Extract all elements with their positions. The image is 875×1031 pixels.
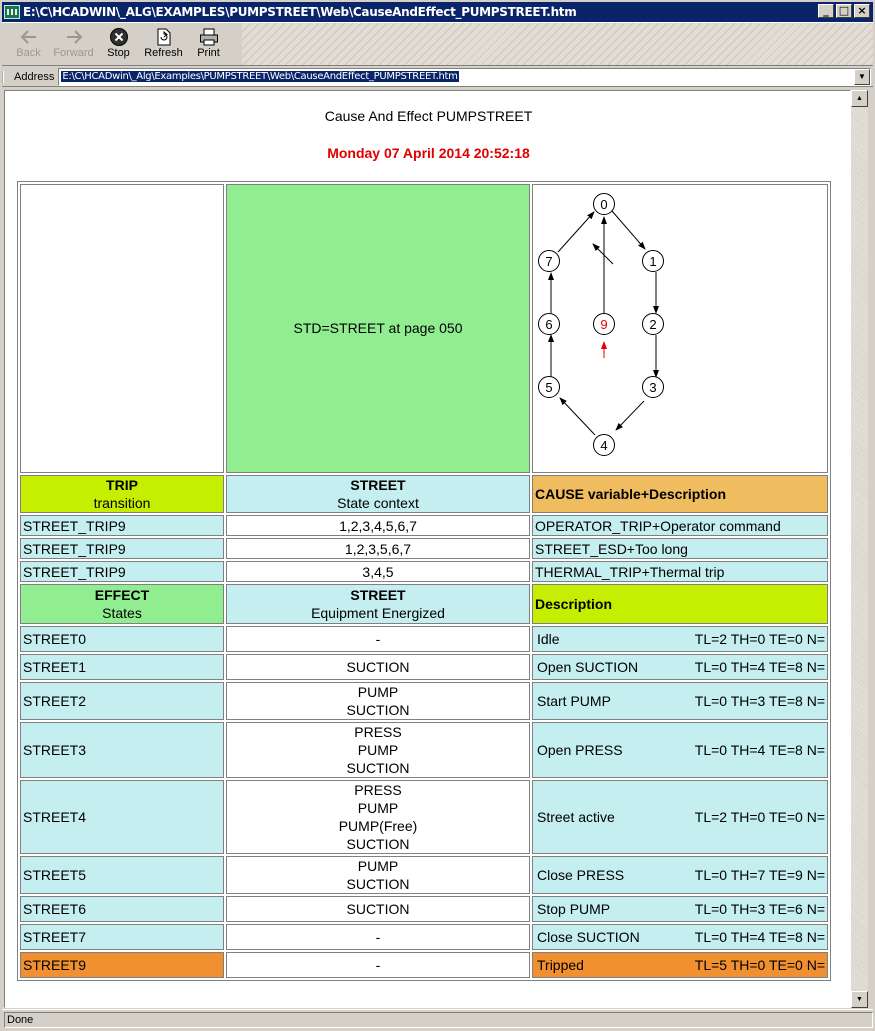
address-bar: [2, 67, 873, 87]
equipment-item: PRESS: [354, 724, 402, 740]
back-label: Back: [16, 47, 41, 59]
state-description: Open PRESS: [537, 742, 623, 758]
state-description-cell: [532, 780, 828, 854]
equipment-item: SUCTION: [346, 702, 410, 718]
state-timers: TL=0 TH=3 TE=6 N=: [694, 901, 825, 917]
node-7: [539, 251, 560, 272]
state-equipment: [226, 896, 530, 922]
edge-0-1: [612, 211, 645, 249]
trip-cause: THERMAL_TRIP+Thermal trip: [532, 561, 828, 582]
state-row: [20, 722, 828, 778]
state-row: [20, 952, 828, 978]
node-5: [539, 377, 560, 398]
window-controls: [818, 4, 870, 18]
window-title: E:\C\HCADWIN\_ALG\EXAMPLES\PUMPSTREET\Web\CauseAndEffect_PUMPSTREET.htm: [23, 5, 577, 19]
address-label: Address: [2, 71, 58, 83]
trip-header-sub: transition: [93, 495, 151, 511]
status-text: Done: [4, 1012, 873, 1028]
std-label: STD=STREET at page 050: [293, 320, 463, 336]
equipment-header-sub: Equipment Energized: [311, 605, 445, 621]
state-name: STREET9: [20, 952, 224, 978]
state-description-cell: [532, 682, 828, 720]
toolbar: [2, 22, 873, 66]
svg-text:6: 6: [545, 317, 553, 332]
trip-context: 1,2,3,4,5,6,7: [226, 515, 530, 536]
state-description: Street active: [537, 809, 615, 825]
state-description-cell: [532, 654, 828, 680]
node-0: [594, 194, 615, 215]
equipment-item: SUCTION: [346, 901, 410, 917]
stop-icon: [108, 27, 130, 47]
state-description: Idle: [537, 631, 560, 647]
trip-context: 1,2,3,5,6,7: [226, 538, 530, 559]
state-name: STREET0: [20, 626, 224, 652]
state-diagram-cell: [532, 184, 828, 473]
svg-text:9: 9: [600, 317, 608, 332]
state-description: Close PRESS: [537, 867, 625, 883]
state-description: Stop PUMP: [537, 901, 611, 917]
equipment-item: PUMP: [357, 684, 399, 700]
state-name: STREET6: [20, 896, 224, 922]
state-timers: TL=0 TH=4 TE=8 N=: [694, 659, 825, 675]
trip-header-title: TRIP: [106, 477, 138, 493]
state-row: [20, 682, 828, 720]
state-timers: TL=0 TH=3 TE=8 N=: [694, 693, 825, 709]
maximize-button[interactable]: □: [836, 4, 852, 18]
state-name: STREET1: [20, 654, 224, 680]
equipment-item: PRESS: [354, 782, 402, 798]
svg-text:5: 5: [545, 380, 553, 395]
svg-text:3: 3: [649, 380, 657, 395]
toolbar-background: [242, 23, 873, 65]
trip-cause: OPERATOR_TRIP+Operator command: [532, 515, 828, 536]
state-equipment: [226, 952, 530, 978]
equipment-item: SUCTION: [346, 836, 410, 852]
description-header: Description: [532, 584, 828, 624]
std-label-cell: [226, 184, 530, 473]
state-transition-diagram: [533, 185, 827, 468]
street-context-sub: State context: [337, 495, 419, 511]
state-description-cell: [532, 952, 828, 978]
svg-text:2: 2: [649, 317, 657, 332]
state-description-cell: [532, 626, 828, 652]
print-label: Print: [197, 47, 220, 59]
state-equipment: [226, 924, 530, 950]
state-row: [20, 856, 828, 894]
state-timers: TL=0 TH=4 TE=8 N=: [694, 929, 825, 945]
state-timers: TL=2 TH=0 TE=0 N=: [694, 809, 825, 825]
edge-4-5: [560, 398, 595, 435]
trip-row: [20, 538, 828, 559]
state-row: [20, 896, 828, 922]
equipment-item: -: [375, 929, 381, 945]
equipment-item: PUMP: [357, 742, 399, 758]
trip-name: STREET_TRIP9: [20, 515, 224, 536]
equipment-item: SUCTION: [346, 659, 410, 675]
address-value[interactable]: E:\C\HCADwin\_Alg\Examples\PUMPSTREET\Web\CauseAndEffect_PUMPSTREET.htm: [62, 71, 458, 82]
app-icon[interactable]: [4, 5, 20, 19]
state-equipment: [226, 722, 530, 778]
equipment-item: PUMP: [357, 800, 399, 816]
edge-6-7: [593, 244, 613, 264]
address-input[interactable]: [58, 68, 871, 86]
svg-text:1: 1: [649, 254, 657, 269]
node-9: [594, 314, 615, 335]
cause-header: CAUSE variable+Description: [532, 475, 828, 513]
state-description-cell: [532, 856, 828, 894]
page-viewport: [4, 90, 851, 1008]
state-equipment: [226, 780, 530, 854]
state-equipment: [226, 654, 530, 680]
scroll-up-icon[interactable]: ▲: [851, 90, 868, 107]
stop-label: Stop: [107, 47, 130, 59]
equipment-header: [226, 584, 530, 624]
state-timers: TL=2 TH=0 TE=0 N=: [694, 631, 825, 647]
edge-7-0: [558, 212, 594, 252]
node-4: [594, 435, 615, 456]
state-rows: [20, 626, 828, 978]
equipment-item: -: [375, 957, 381, 973]
back-arrow-icon: [18, 27, 40, 47]
state-timers: TL=0 TH=7 TE=9 N=: [694, 867, 825, 883]
equipment-item: PUMP(Free): [338, 818, 418, 834]
forward-button[interactable]: [51, 25, 96, 65]
title-bar: [0, 0, 875, 22]
equipment-item: SUCTION: [346, 760, 410, 776]
svg-text:4: 4: [600, 438, 608, 453]
trip-row: [20, 561, 828, 582]
forward-label: Forward: [53, 47, 94, 59]
node-1: [643, 251, 664, 272]
effect-header-title: EFFECT: [94, 587, 150, 603]
state-equipment: [226, 856, 530, 894]
trip-name: STREET_TRIP9: [20, 538, 224, 559]
equipment-item: SUCTION: [346, 876, 410, 892]
state-name: STREET4: [20, 780, 224, 854]
trip-cause: STREET_ESD+Too long: [532, 538, 828, 559]
vertical-scrollbar[interactable]: [851, 90, 868, 1008]
chevron-down-icon[interactable]: ▼: [854, 69, 870, 85]
state-row: [20, 780, 828, 854]
state-name: STREET2: [20, 682, 224, 720]
empty-corner-cell: [20, 184, 224, 473]
equipment-item: PUMP: [357, 858, 399, 874]
state-description: Close SUCTION: [537, 929, 640, 945]
diagram-nodes: [539, 194, 664, 456]
refresh-icon: [153, 27, 175, 47]
state-description: Tripped: [537, 957, 584, 973]
state-row: [20, 626, 828, 652]
back-button[interactable]: [6, 25, 51, 65]
print-button[interactable]: [186, 25, 231, 65]
state-row: [20, 654, 828, 680]
state-description-cell: [532, 896, 828, 922]
cause-effect-table: [17, 181, 831, 981]
node-3: [643, 377, 664, 398]
minimize-button[interactable]: _: [818, 4, 834, 18]
street-context-header: [226, 475, 530, 513]
state-equipment: [226, 626, 530, 652]
trip-rows: [20, 515, 828, 582]
equipment-item: -: [375, 631, 381, 647]
printer-icon: [198, 27, 220, 47]
refresh-label: Refresh: [144, 47, 183, 59]
toolbar-buttons: [6, 25, 231, 65]
page-title: Cause And Effect PUMPSTREET: [324, 108, 533, 124]
stop-button[interactable]: [96, 25, 141, 65]
close-button[interactable]: ×: [854, 4, 870, 18]
refresh-button[interactable]: [141, 25, 186, 65]
effect-header-sub: States: [102, 605, 142, 621]
state-name: STREET7: [20, 924, 224, 950]
trip-row: [20, 515, 828, 536]
equipment-header-title: STREET: [350, 587, 406, 603]
state-timers: TL=0 TH=4 TE=8 N=: [694, 742, 825, 758]
state-equipment: [226, 682, 530, 720]
svg-text:0: 0: [600, 197, 608, 212]
page-date: Monday 07 April 2014 20:52:18: [327, 145, 530, 161]
node-2: [643, 314, 664, 335]
street-context-title: STREET: [350, 477, 406, 493]
svg-text:7: 7: [545, 254, 553, 269]
state-row: [20, 924, 828, 950]
node-6: [539, 314, 560, 335]
scroll-down-icon[interactable]: ▼: [851, 991, 868, 1008]
state-name: STREET5: [20, 856, 224, 894]
state-name: STREET3: [20, 722, 224, 778]
trip-context: 3,4,5: [226, 561, 530, 582]
forward-arrow-icon: [63, 27, 85, 47]
status-bar: [2, 1009, 873, 1029]
state-description: Start PUMP: [537, 693, 611, 709]
state-timers: TL=5 TH=0 TE=0 N=: [694, 957, 825, 973]
edge-3-4: [616, 401, 644, 430]
state-description-cell: [532, 722, 828, 778]
trip-name: STREET_TRIP9: [20, 561, 224, 582]
trip-header: [20, 475, 224, 513]
state-description: Open SUCTION: [537, 659, 639, 675]
effect-header: [20, 584, 224, 624]
state-description-cell: [532, 924, 828, 950]
